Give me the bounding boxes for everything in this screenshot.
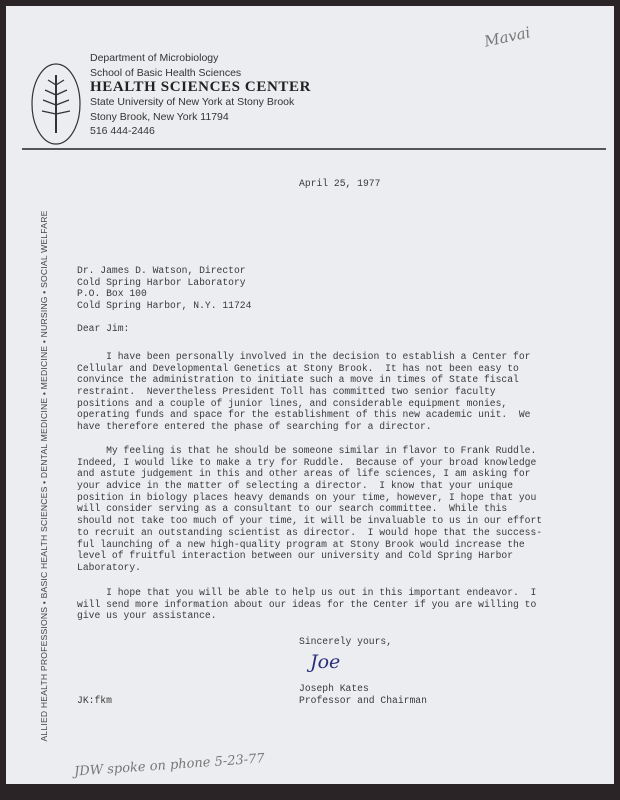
text-line: position in biology places heavy demands on your time, however, I hope that you xyxy=(77,491,537,503)
text-line: will send more information about our ideas for the Center if you are willing to xyxy=(77,598,537,610)
typist-initials: JK:fkm xyxy=(77,695,112,706)
signer-block xyxy=(299,683,427,706)
text-line: restraint. Nevertheless President Toll has committed two senior faculty xyxy=(77,386,496,398)
letter-page xyxy=(6,6,614,784)
sidebar-schools-list: ALLIED HEALTH PROFESSIONS • BASIC HEALTH SCIENCES • DENTAL MEDICINE • MEDICINE • NURSING • SOCIAL WELFARE xyxy=(39,210,49,742)
text-line: to recruit an outstanding scientist as director. I would hope that the success- xyxy=(77,526,543,538)
address-line: Cold Spring Harbor Laboratory xyxy=(77,276,246,288)
text-line: My feeling is that he should be someone similar in flavor to Frank Ruddle. xyxy=(77,445,537,456)
handwritten-note-bottom: JDW spoke on phone 5-23-77 xyxy=(73,751,266,780)
signer-title: Professor and Chairman xyxy=(299,694,427,706)
text-line: have therefore entered the phase of searching for a director. xyxy=(77,421,432,433)
body-paragraph-1 xyxy=(77,351,530,433)
address-line: Cold Spring Harbor, N.Y. 11724 xyxy=(77,300,252,312)
letterhead-divider xyxy=(22,148,606,150)
text-line: I have been personally involved in the decision to establish a Center for xyxy=(77,351,531,362)
recipient-address xyxy=(77,265,251,312)
text-line: your advice in the matter of selecting a director. I know that your unique xyxy=(77,480,514,492)
text-line: I hope that you will be able to help us out in this important endeavor. I xyxy=(77,587,537,598)
university-seal-logo xyxy=(30,61,82,147)
address-line: P.O. Box 100 xyxy=(77,288,147,300)
text-line: operating funds and space for the establishment of this new academic unit. We xyxy=(77,409,531,421)
letterhead xyxy=(90,51,311,139)
center-name: HEALTH SCIENCES CENTER xyxy=(90,79,312,95)
address-line: Dr. James D. Watson, Director xyxy=(77,265,246,276)
signer-name: Joseph Kates xyxy=(299,683,369,694)
closing: Sincerely yours, xyxy=(299,636,393,647)
text-line: Cellular and Developmental Genetics at Stony Brook. It has not been easy to xyxy=(77,362,519,374)
phone-number: 516 444-2446 xyxy=(90,125,155,137)
department-name: Department of Microbiology xyxy=(90,52,219,64)
letter-date: April 25, 1977 xyxy=(299,178,381,189)
university-address: Stony Brook, New York 11794 xyxy=(90,110,229,123)
text-line: convince the administration to initiate such a move in times of State fiscal xyxy=(77,374,519,386)
text-line: Laboratory. xyxy=(77,561,141,573)
handwritten-note-top: Mavai xyxy=(482,23,532,51)
body-paragraph-3 xyxy=(77,587,536,622)
text-line: will consider serving as a consultant to our search committee. While this xyxy=(77,503,508,515)
text-line: give us your assistance. xyxy=(77,610,217,622)
salutation: Dear Jim: xyxy=(77,323,130,334)
text-line: Indeed, I would like to make a try for Ruddle. Because of your broad knowledge xyxy=(77,456,537,468)
school-name: School of Basic Health Sciences xyxy=(90,66,242,79)
body-paragraph-2 xyxy=(77,445,542,574)
text-line: and astute judgement in this and other areas of life sciences, I am asking for xyxy=(77,468,531,480)
signature: Joe xyxy=(310,651,341,673)
text-line: ful launching of a new high-quality program at Stony Brook would increase the xyxy=(77,538,525,550)
university-name: State University of New York at Stony Brook xyxy=(90,96,295,108)
text-line: level of fruitful interaction between our university and Cold Spring Harbor xyxy=(77,550,514,562)
text-line: should not take too much of your time, it will be invaluable to us in our effort xyxy=(77,515,543,527)
text-line: positions and a couple of junior lines, and considerable equipment monies, xyxy=(77,397,508,409)
